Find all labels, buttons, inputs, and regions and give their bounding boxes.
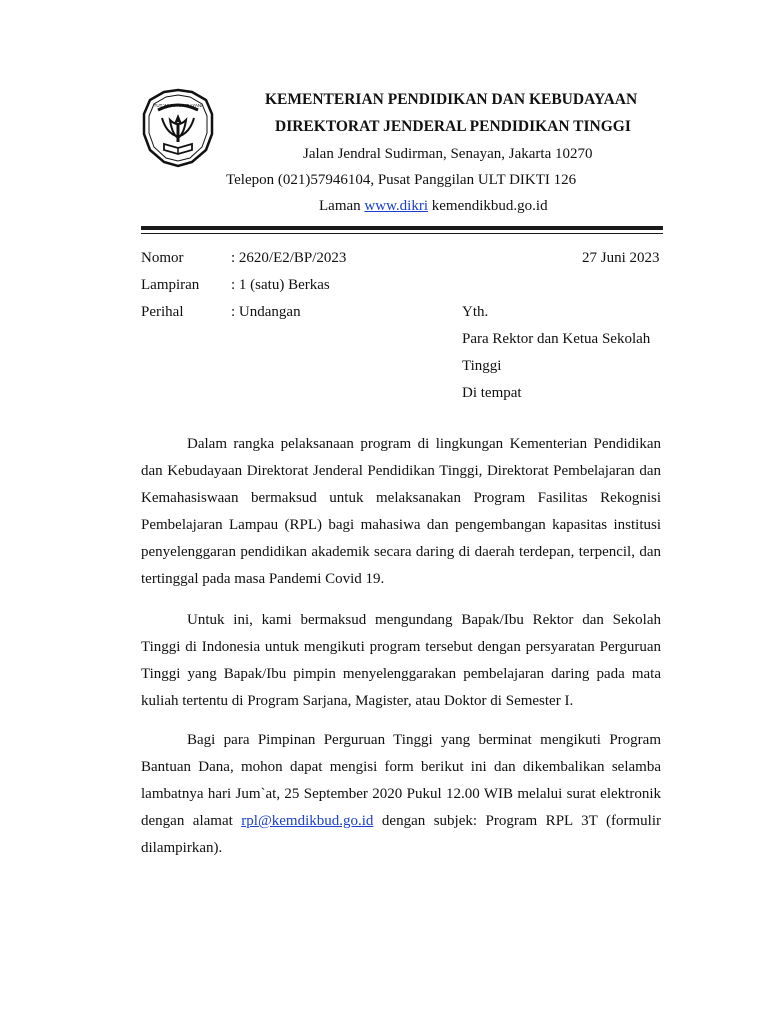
logo-motto: TUT WURI HANDAYANI	[153, 103, 203, 108]
web-prefix: Laman	[319, 198, 365, 214]
body-paragraph-3	[141, 727, 661, 862]
letterhead-web	[319, 198, 768, 215]
recipient-line1: Para Rektor dan Ketua Sekolah	[462, 331, 651, 347]
tut-wuri-handayani-logo	[140, 88, 216, 168]
nomor-label: Nomor	[141, 250, 184, 266]
lampiran-value: : 1 (satu) Berkas	[231, 277, 330, 293]
paragraph-3-before: Bagi para Pimpinan Perguruan Tinggi yang berminat mengikuti Program Bantuan Dana, mohon dapat mengisi form berikut ini dan dikembalikan selamba lambatnya hari Jum`at, 25 September 2020 Pukul 12.00 WIB melalui surat elektronik dengan alamat	[141, 732, 661, 829]
web-link[interactable]: www.dikri	[364, 198, 429, 214]
lampiran-label: Lampiran	[141, 277, 200, 293]
letterhead-rule-thick	[141, 226, 663, 230]
recipient-line2: Tinggi	[462, 358, 502, 374]
letterhead-rule-thin	[141, 233, 663, 234]
nomor-value: : 2620/E2/BP/2023	[231, 250, 347, 266]
letterhead-address: Jalan Jendral Sudirman, Senayan, Jakarta 10270	[303, 146, 593, 162]
paragraph-3-after: dengan subjek: Program RPL 3T (formulir dilampirkan).	[141, 813, 661, 856]
recipient-salutation: Yth.	[462, 304, 489, 320]
letterhead-phone: Telepon (021)57946104, Pusat Panggilan ULT DIKTI 126	[226, 172, 577, 188]
body-paragraph-1	[141, 431, 661, 593]
perihal-value: : Undangan	[231, 304, 301, 320]
recipient-line3: Di tempat	[462, 385, 522, 401]
letter-date: 27 Juni 2023	[582, 250, 660, 266]
ministry-name: KEMENTERIAN PENDIDIKAN DAN KEBUDAYAAN	[265, 91, 638, 108]
directorate-name: DIREKTORAT JENDERAL PENDIDIKAN TINGGI	[275, 118, 631, 135]
web-suffix: kemendikbud.go.id	[428, 198, 548, 214]
body-paragraph-2	[141, 607, 661, 715]
paragraph-2-text: Untuk ini, kami bermaksud mengundang Bapak/Ibu Rektor dan Sekolah Tinggi di Indonesia untuk mengikuti program tersebut dengan persyaratan Perguruan Tinggi yang Bapak/Ibu pimpin menyelenggarakan pembelajaran daring pada mata kuliah tertentu di Program Sarjana, Magister, atau Doktor di Semester I.	[141, 612, 661, 709]
perihal-label: Perihal	[141, 304, 184, 320]
paragraph-1-text: Dalam rangka pelaksanaan program di lingkungan Kementerian Pendidikan dan Kebudayaan Direktorat Jenderal Pendidikan Tinggi, Direktorat Pembelajaran dan Kemahasiswaan bermaksud untuk melaksanakan Program Fasilitas Rekognisi Pembelajaran Lampau (RPL) bagi mahasiwa dan pengembangan kapasitas institusi penyelenggaran pendidikan akademik secara daring di daerah terdepan, terpencil, dan tertinggal pada masa Pandemi Covid 19.	[141, 436, 661, 587]
paragraph-3-text	[141, 727, 661, 862]
email-link[interactable]: rpl@kemdikbud.go.id	[241, 813, 374, 829]
